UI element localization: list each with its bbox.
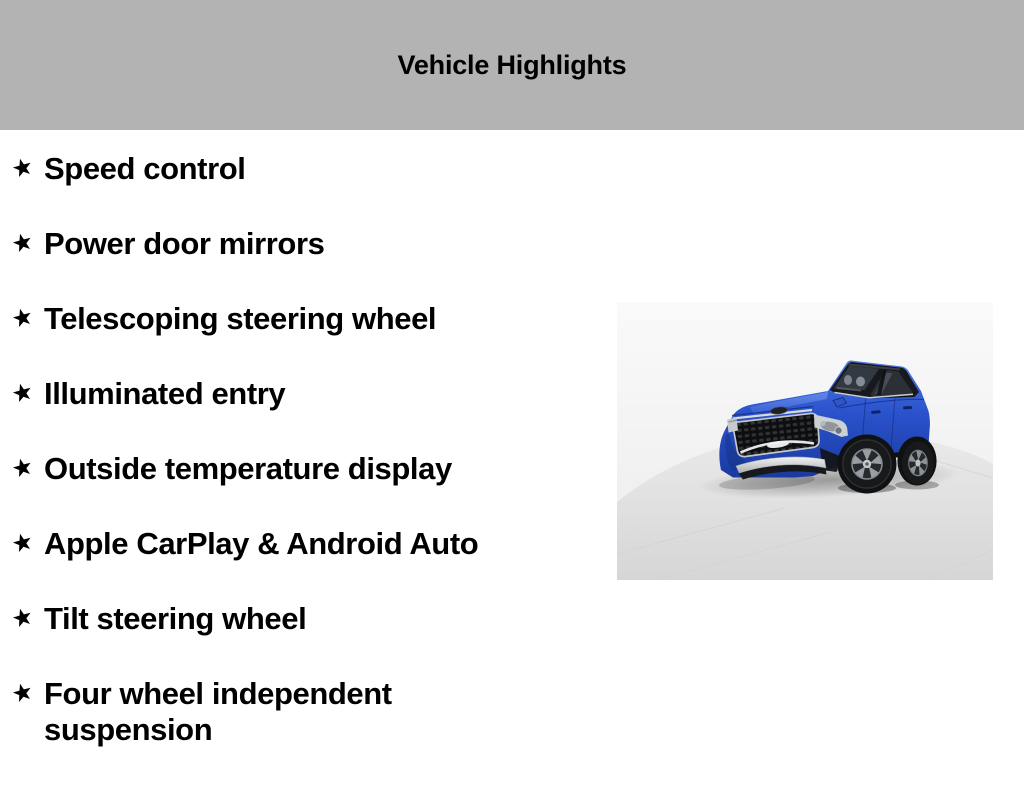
star-bullet-icon [12, 676, 44, 704]
highlights-list [12, 151, 592, 787]
highlight-label: Telescoping steering wheel [44, 301, 437, 336]
list-item [12, 226, 592, 262]
vehicle-photo [617, 302, 993, 580]
list-item [12, 376, 592, 412]
star-bullet-icon [12, 226, 44, 254]
highlight-label: Power door mirrors [44, 226, 325, 261]
star-bullet-icon [12, 151, 44, 179]
highlight-label: Illuminated entry [44, 376, 286, 411]
page-title: Vehicle Highlights [397, 49, 627, 80]
car-illustration [617, 302, 993, 580]
list-item [12, 451, 592, 487]
list-item [12, 151, 592, 187]
highlight-label: Apple CarPlay & Android Auto [44, 526, 479, 561]
list-item [12, 526, 592, 562]
highlight-label: Tilt steering wheel [44, 601, 307, 636]
star-bullet-icon [12, 301, 44, 329]
star-bullet-icon [12, 451, 44, 479]
highlight-label: Four wheel independent suspension [44, 676, 392, 747]
star-bullet-icon [12, 526, 44, 554]
page-header [0, 0, 1024, 130]
highlight-label: Outside temperature display [44, 451, 452, 486]
star-bullet-icon [12, 376, 44, 404]
list-item [12, 301, 592, 337]
highlight-label: Speed control [44, 151, 246, 186]
list-item [12, 676, 592, 748]
list-item [12, 601, 592, 637]
star-bullet-icon [12, 601, 44, 629]
